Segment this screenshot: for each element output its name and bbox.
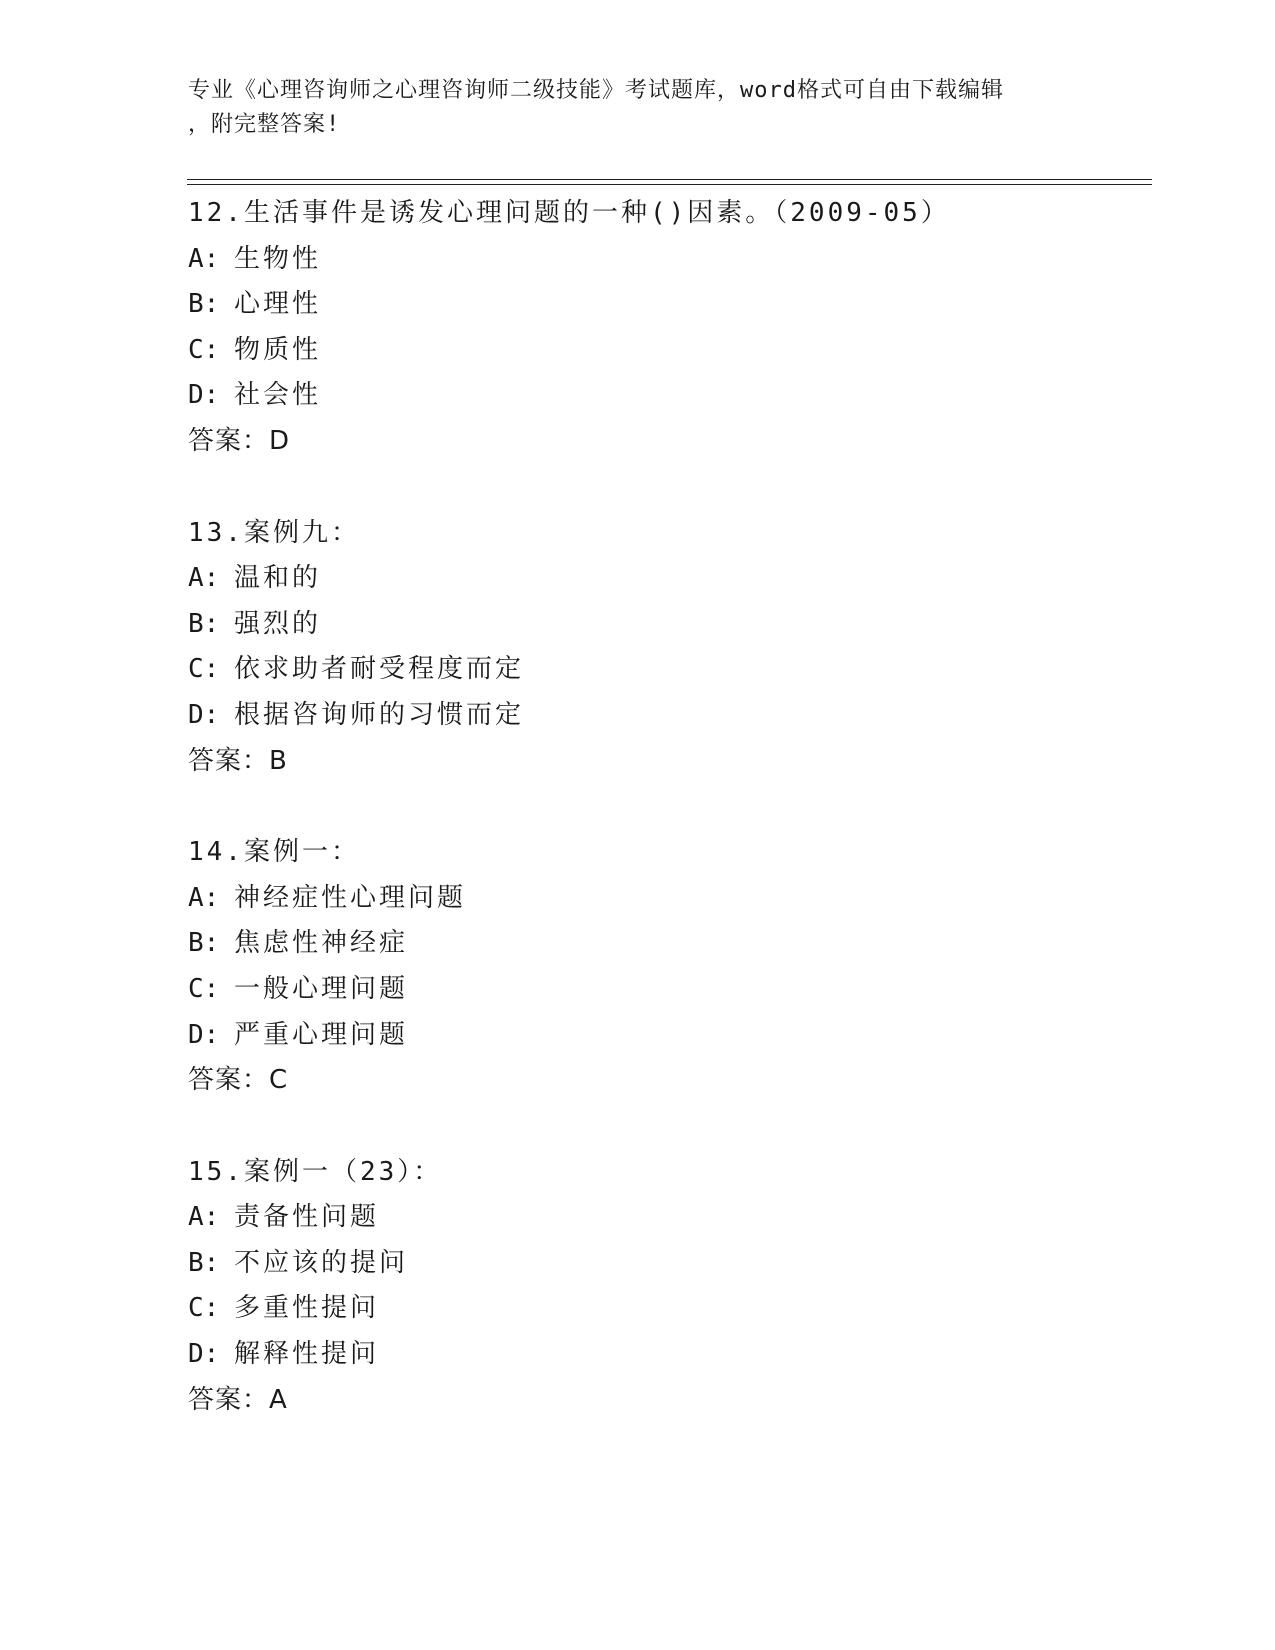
question-13: [188, 511, 1148, 785]
option-b: [188, 921, 1148, 967]
option-c: [188, 967, 1148, 1013]
option-text: 责备性问题: [234, 1202, 380, 1233]
option-d: [188, 1013, 1148, 1059]
option-c: [188, 1286, 1148, 1332]
option-label: A:: [188, 1202, 220, 1233]
answer-line: 答案：C: [188, 1065, 289, 1096]
option-a: [188, 556, 1148, 602]
option-label: D:: [188, 1339, 220, 1370]
option-text: 物质性: [234, 334, 322, 365]
option-text: 焦虑性神经症: [234, 928, 409, 959]
option-a: [188, 1195, 1148, 1241]
option-b: [188, 282, 1148, 328]
option-label: A:: [188, 882, 220, 913]
option-text: 社会性: [234, 380, 322, 411]
header-line-2: ，附完整答案!: [188, 112, 341, 137]
option-label: D:: [188, 380, 220, 411]
option-d: [188, 373, 1148, 419]
option-text: 心理性: [234, 289, 322, 320]
answer-line: 答案：A: [188, 1384, 288, 1415]
option-label: C:: [188, 654, 220, 685]
option-c: [188, 647, 1148, 693]
option-text: 强烈的: [234, 608, 322, 639]
option-text: 不应该的提问: [234, 1247, 409, 1278]
question-12: [188, 191, 1148, 465]
question-list: [188, 191, 1148, 1469]
answer-line: 答案：B: [188, 745, 288, 776]
option-label: B:: [188, 289, 220, 320]
option-label: D:: [188, 1019, 220, 1050]
answer-line: 答案：D: [188, 425, 291, 456]
question-14: [188, 830, 1148, 1104]
option-a: [188, 876, 1148, 922]
option-text: 多重性提问: [234, 1293, 380, 1324]
question-stem: 13.案例九：: [188, 517, 360, 548]
option-a: [188, 237, 1148, 283]
question-stem: 15.案例一（23）：: [188, 1156, 443, 1187]
option-label: D:: [188, 699, 220, 730]
option-text: 依求助者耐受程度而定: [234, 654, 525, 685]
option-label: C:: [188, 334, 220, 365]
option-d: [188, 693, 1148, 739]
option-label: C:: [188, 1293, 220, 1324]
question-stem: 14.案例一：: [188, 837, 360, 868]
option-b: [188, 1241, 1148, 1287]
option-text: 根据咨询师的习惯而定: [234, 699, 525, 730]
option-label: B:: [188, 608, 220, 639]
question-15: [188, 1150, 1148, 1424]
option-label: C:: [188, 973, 220, 1004]
header-divider-bottom: [187, 184, 1152, 185]
option-text: 神经症性心理问题: [234, 882, 467, 913]
option-text: 温和的: [234, 563, 322, 594]
option-label: A:: [188, 563, 220, 594]
option-label: B:: [188, 928, 220, 959]
document-header: [188, 74, 1088, 142]
option-c: [188, 328, 1148, 374]
option-text: 严重心理问题: [234, 1019, 409, 1050]
option-d: [188, 1332, 1148, 1378]
question-stem: 12.生活事件是诱发心理问题的一种()因素。（2009-05）: [188, 198, 950, 228]
option-text: 生物性: [234, 243, 322, 274]
option-b: [188, 602, 1148, 648]
option-text: 一般心理问题: [234, 973, 409, 1004]
header-line-1: 专业《心理咨询师之心理咨询师二级技能》考试题库，word格式可自由下载编辑: [188, 78, 1004, 103]
option-label: A:: [188, 243, 220, 274]
header-divider-top: [187, 179, 1152, 180]
option-label: B:: [188, 1247, 220, 1278]
option-text: 解释性提问: [234, 1339, 380, 1370]
